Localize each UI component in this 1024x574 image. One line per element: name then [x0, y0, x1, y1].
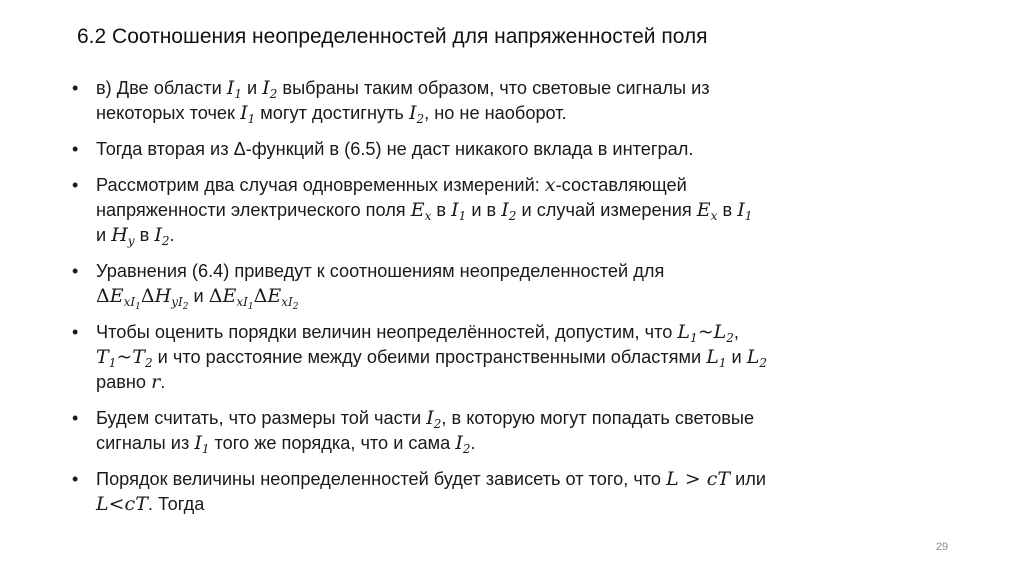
bullet-marker: •: [72, 139, 79, 159]
text: того же порядка, что и сама: [209, 433, 456, 453]
text: напряженности электрического поля: [96, 200, 411, 220]
text: Порядок величины неопределенностей будет зависеть от того, что: [96, 469, 667, 489]
text: , в которую могут попадать световые: [441, 408, 755, 428]
text: .: [169, 225, 175, 245]
text: Тогда вторая из Δ-функций в (6.5) не даст никакого вклада в интеграл.: [96, 139, 694, 159]
math-i2: $I_2$: [455, 432, 471, 456]
math-ex: $E_x$: [696, 199, 718, 223]
text: .: [470, 433, 476, 453]
text: или: [730, 469, 767, 489]
text: Рассмотрим два случая одновременных измерений:: [96, 175, 545, 195]
math-i1: $I_1$: [737, 199, 753, 223]
text: в: [431, 200, 452, 220]
text: Будем считать, что размеры той части: [96, 408, 427, 428]
text-line: [96, 259, 942, 284]
math-l1-l2: $L_1\sim L_2$: [677, 321, 734, 345]
bullet-item: [62, 173, 942, 248]
text: равно: [96, 372, 152, 392]
text-line: [96, 198, 942, 223]
bullet-item: [62, 320, 942, 395]
math-i2: $I_2$: [154, 224, 170, 248]
bullet-item: [62, 76, 942, 126]
bullet-item: [62, 137, 942, 162]
slide-title: 6.2 Соотношения неопределенностей для напряженностей поля: [77, 25, 708, 48]
text: в: [717, 200, 738, 220]
text: и случай измерения: [516, 200, 697, 220]
bullet-marker: •: [72, 408, 79, 428]
bullet-item: [62, 259, 942, 312]
text: и: [96, 225, 112, 245]
math-l2: $L_2$: [746, 346, 768, 370]
text-line: [96, 320, 942, 345]
text-line: [96, 345, 942, 370]
text: в: [134, 225, 155, 245]
math-r: r: [151, 371, 161, 393]
math-l1: $L_1$: [706, 346, 727, 370]
math-delta-ex-ex: $\Delta E_{xI_1}\Delta E_{xI_2}$: [208, 285, 299, 312]
text: и что расстояние между обеими пространственными областями: [152, 347, 707, 367]
math-i2: $I_2$: [262, 77, 278, 101]
math-i1: $I_1$: [226, 77, 242, 101]
text: . Тогда: [147, 494, 205, 514]
text: Уравнения (6.4) приведут к соотношениям неопределенностей для: [96, 261, 665, 281]
math-delta-ex-hy: $\Delta E_{xI_1}\Delta H_{yI_2}$: [96, 285, 189, 312]
text: -составляющей: [555, 175, 687, 195]
math-ex: $E_x$: [410, 199, 432, 223]
bullet-item: [62, 467, 942, 517]
math-l-lt-ct: L<cT: [96, 493, 148, 515]
math-x: x: [544, 174, 556, 196]
math-l-gt-ct: L > cT: [666, 468, 731, 490]
text-line: [96, 284, 942, 312]
text: и: [241, 78, 263, 98]
page-number: 29: [935, 541, 949, 553]
bullet-marker: •: [72, 322, 79, 342]
math-i2: $I_2$: [408, 102, 425, 126]
math-t1-t2: $T_1\sim T_2$: [96, 346, 153, 370]
text: , но не наоборот.: [424, 103, 567, 123]
text-line: [96, 76, 942, 101]
text-line: [96, 223, 942, 248]
math-i2: $I_2$: [426, 407, 442, 431]
text: и в: [466, 200, 502, 220]
text: сигналы из: [96, 433, 195, 453]
text-line: [96, 431, 942, 456]
text: .: [160, 372, 166, 392]
text: в) Две области: [96, 78, 227, 98]
text-line: [96, 406, 942, 431]
bullet-item: [62, 406, 942, 456]
bullet-list: [62, 76, 942, 528]
bullet-marker: •: [72, 261, 79, 281]
text-line: [96, 467, 942, 492]
text: могут достигнуть: [255, 103, 409, 123]
text-line: [96, 492, 942, 517]
math-hy: $H_y$: [111, 224, 135, 248]
bullet-marker: •: [72, 175, 79, 195]
text-line: [96, 370, 942, 395]
text: и: [726, 347, 747, 367]
text-line: [96, 137, 942, 162]
bullet-marker: •: [72, 469, 79, 489]
text-line: [96, 101, 942, 126]
text: Чтобы оценить порядки величин неопределённостей, допустим, что: [96, 322, 678, 342]
text: выбраны таким образом, что световые сигналы из: [277, 78, 710, 98]
text: и: [188, 286, 209, 306]
text: некоторых точек: [96, 103, 241, 123]
math-i1: $I_1$: [451, 199, 467, 223]
math-i1: $I_1$: [194, 432, 210, 456]
text: ,: [733, 322, 739, 342]
text-line: [96, 173, 942, 198]
math-i1: $I_1$: [240, 102, 256, 126]
math-i2: $I_2$: [501, 199, 517, 223]
bullet-marker: •: [72, 78, 79, 98]
